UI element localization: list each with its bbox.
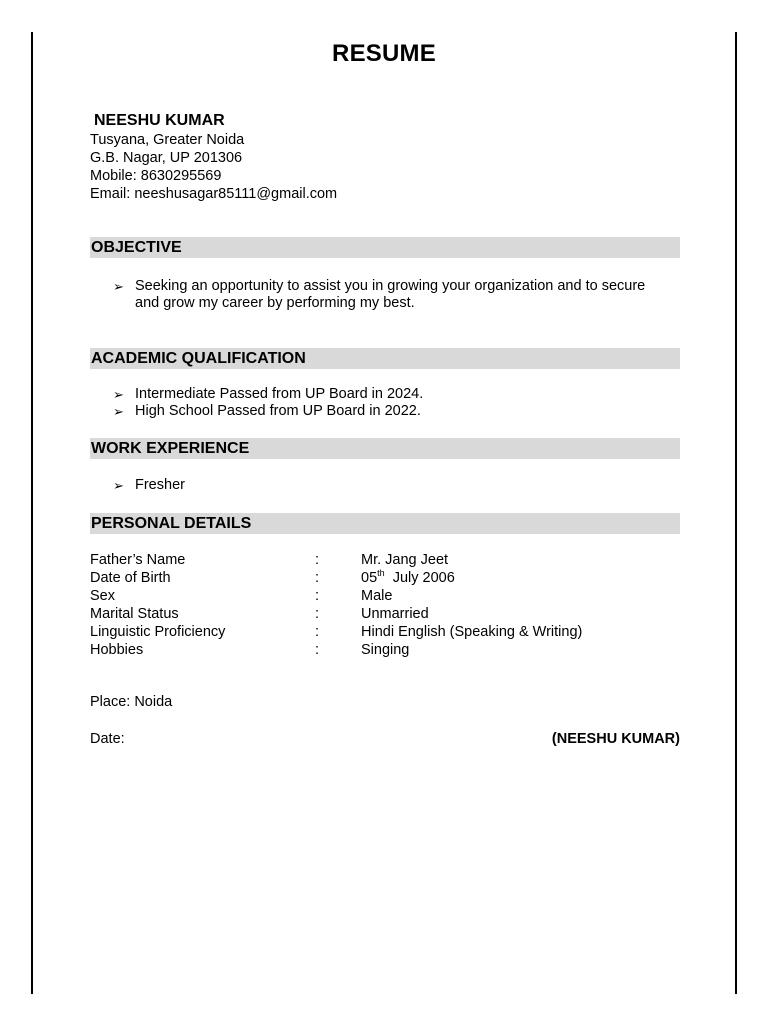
detail-row-father: [90, 551, 661, 569]
candidate-name: NEESHU KUMAR: [94, 112, 225, 129]
detail-label: Sex: [90, 588, 115, 604]
list-item: [113, 403, 673, 420]
contact-block: [90, 111, 337, 203]
detail-label: Father’s Name: [90, 552, 186, 568]
list-item: [113, 386, 673, 403]
email-address: Email: neeshusagar85111@gmail.com: [90, 186, 338, 202]
work-list: [113, 477, 673, 494]
detail-label: Linguistic Proficiency: [90, 624, 226, 640]
detail-colon: :: [315, 642, 320, 658]
detail-label: Hobbies: [90, 642, 144, 658]
detail-value: Hindi English (Speaking & Writing): [361, 624, 583, 640]
academic-list: [113, 386, 673, 420]
place-text: Place: Noida: [90, 694, 173, 710]
detail-label: Date of Birth: [90, 570, 171, 586]
personal-details-table: [90, 551, 661, 659]
left-margin-line: [31, 32, 33, 994]
detail-colon: :: [315, 588, 320, 604]
signature-name: (NEESHU KUMAR): [551, 731, 680, 747]
academic-item-2: High School Passed from UP Board in 2022.: [135, 403, 421, 419]
arrow-bullet-icon: ➢: [113, 478, 124, 493]
dob-month-year: July 2006: [384, 570, 455, 586]
arrow-bullet-icon: ➢: [113, 404, 124, 419]
address-line-2: G.B. Nagar, UP 201306: [90, 150, 243, 166]
detail-row-hobbies: [90, 641, 661, 659]
work-item-1: Fresher: [135, 477, 185, 493]
academic-heading: ACADEMIC QUALIFICATION: [90, 348, 680, 369]
arrow-bullet-icon: ➢: [113, 279, 124, 294]
dob-day: 05: [361, 570, 378, 586]
detail-label: Marital Status: [90, 606, 179, 622]
objective-list: [113, 278, 673, 312]
detail-colon: :: [315, 624, 320, 640]
detail-row-language: [90, 623, 661, 641]
detail-value: Unmarried: [361, 606, 429, 622]
date-text: Date:: [90, 731, 125, 747]
right-margin-line: [735, 32, 737, 994]
detail-colon: :: [315, 570, 320, 586]
academic-item-1: Intermediate Passed from UP Board in 2024.: [135, 386, 424, 402]
detail-colon: :: [315, 552, 320, 568]
detail-value: Mr. Jang Jeet: [361, 552, 449, 568]
detail-colon: :: [315, 606, 320, 622]
page-title: RESUME: [332, 40, 436, 67]
personal-heading: PERSONAL DETAILS: [90, 513, 680, 534]
detail-value: Singing: [361, 642, 410, 658]
address-line-1: Tusyana, Greater Noida: [90, 132, 245, 148]
mobile-number: Mobile: 8630295569: [90, 168, 222, 184]
list-item: [113, 477, 673, 494]
arrow-bullet-icon: ➢: [113, 387, 124, 402]
detail-row-marital: [90, 605, 661, 623]
list-item: [113, 278, 673, 312]
dob-ordinal-suffix: th: [377, 568, 385, 579]
detail-value: Male: [361, 588, 393, 604]
detail-value: [361, 569, 661, 587]
objective-heading: OBJECTIVE: [90, 237, 680, 258]
work-heading: WORK EXPERIENCE: [90, 438, 680, 459]
detail-row-dob: [90, 569, 661, 587]
detail-row-sex: [90, 587, 661, 605]
objective-text: Seeking an opportunity to assist you in growing your organization and to secure and grow my career by performing my best.: [135, 278, 646, 311]
